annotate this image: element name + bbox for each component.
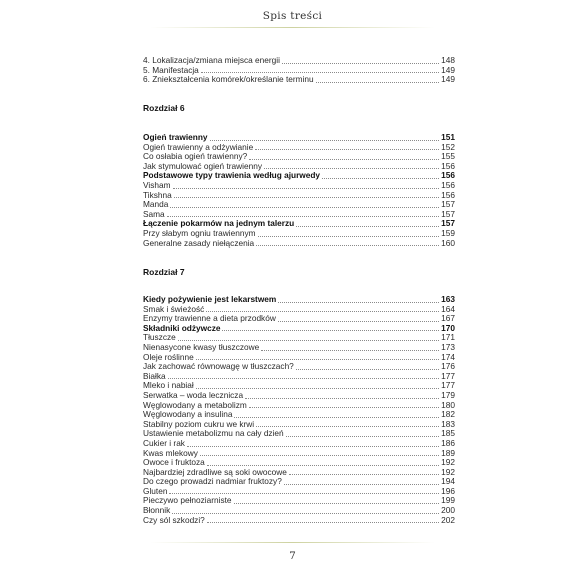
- chapter-heading-7: Rozdział 7: [143, 267, 185, 277]
- dot-leader: [249, 407, 439, 408]
- dot-leader: [278, 321, 439, 322]
- dot-leader: [284, 484, 439, 485]
- toc-entry-page: 182: [441, 409, 455, 420]
- dot-leader: [282, 63, 439, 64]
- dot-leader: [296, 369, 439, 370]
- toc-entry-title: Manda: [143, 199, 169, 210]
- toc-entry-title: Podstawowe typy trawienia według ajurwedy: [143, 170, 321, 181]
- toc-entry-title: Owoce i fruktoza: [143, 457, 205, 468]
- toc-entry-page: 177: [441, 380, 455, 391]
- toc-entry-page: 189: [441, 447, 455, 458]
- toc-intro-list: [143, 56, 455, 85]
- dot-leader: [256, 245, 439, 246]
- dot-leader: [255, 149, 439, 150]
- toc-entry-page: 148: [441, 55, 455, 65]
- dot-leader: [172, 513, 439, 514]
- toc-entry: [143, 191, 455, 201]
- toc-entry-page: 157: [441, 218, 455, 229]
- page-number: 7: [289, 550, 296, 562]
- toc-entry-title: Jak stymulować ogień trawienny: [143, 160, 262, 171]
- toc-entry-title: Pieczywo pełnoziarniste: [143, 495, 232, 506]
- toc-entry-title: Białka: [143, 370, 166, 381]
- dot-leader: [289, 474, 439, 475]
- dot-leader: [170, 207, 439, 208]
- dot-leader: [249, 159, 439, 160]
- toc-entry-page: 174: [441, 351, 455, 362]
- toc-entry-page: 173: [441, 341, 455, 352]
- toc-entry-title: Węglowodany a insulina: [143, 409, 233, 420]
- toc-entry-title: Enzymy trawienne a dieta przodków: [143, 313, 276, 324]
- toc-entry-page: 156: [441, 189, 455, 200]
- toc-entry-title: Smak i świeżość: [143, 303, 205, 314]
- dot-leader: [222, 330, 439, 331]
- toc-entry-page: 155: [441, 151, 455, 162]
- toc-entry-title: Visham: [143, 179, 171, 190]
- chapter-heading-6: Rozdział 6: [143, 103, 185, 113]
- toc-entry-page: 151: [441, 132, 455, 142]
- toc-entry-title: Ogień trawienny a odżywianie: [143, 141, 254, 152]
- dot-leader: [234, 417, 439, 418]
- dot-leader: [169, 493, 439, 494]
- toc-entry-page: 156: [441, 170, 455, 181]
- toc-entry-title: Ustawienie metabolizmu na cały dzień: [143, 428, 284, 439]
- toc-entry-page: 159: [441, 227, 455, 238]
- toc-entry-title: Tłuszcze: [143, 332, 176, 343]
- toc-entry-title: Kiedy pożywienie jest lekarstwem: [143, 294, 277, 304]
- dot-leader: [178, 340, 439, 341]
- dot-leader: [256, 426, 439, 427]
- toc-entry: [143, 429, 455, 439]
- toc-entry-page: 186: [441, 437, 455, 448]
- toc-entry-page: 156: [441, 179, 455, 190]
- toc-entry-page: 164: [441, 303, 455, 314]
- toc-entry-title: Sama: [143, 208, 165, 219]
- toc-entry-title: Generalne zasady niełączenia: [143, 237, 255, 248]
- toc-entry-page: 160: [441, 237, 455, 248]
- dot-leader: [278, 302, 439, 303]
- toc-entry: [143, 362, 455, 372]
- toc-entry-title: Błonnik: [143, 505, 171, 516]
- toc-entry-page: 176: [441, 361, 455, 372]
- toc-entry-title: Składniki odżywcze: [143, 322, 221, 333]
- toc-entry-page: 183: [441, 418, 455, 429]
- toc-entry-title: Przy słabym ogniu trawiennym: [143, 227, 256, 238]
- toc-entry-page: 192: [441, 457, 455, 468]
- dot-leader: [296, 226, 439, 227]
- toc-entry: [143, 75, 455, 85]
- toc-entry: [143, 181, 455, 191]
- toc-entry-title: Oleje roślinne: [143, 351, 194, 362]
- toc-entry: [143, 496, 455, 506]
- toc-entry-page: 156: [441, 160, 455, 171]
- toc-entry-page: 149: [441, 64, 455, 75]
- dot-leader: [258, 236, 440, 237]
- toc-entry-page: 196: [441, 485, 455, 496]
- dot-leader: [322, 178, 439, 179]
- toc-entry: [143, 477, 455, 487]
- toc-entry-title: Kwas mlekowy: [143, 447, 198, 458]
- dot-leader: [286, 436, 440, 437]
- dot-leader: [210, 140, 440, 141]
- toc-entry-title: Czy sól szkodzi?: [143, 514, 205, 525]
- toc-entry-title: Łączenie pokarmów na jednym talerzu: [143, 218, 295, 229]
- toc-entry-page: 171: [441, 332, 455, 343]
- toc-entry-title: Mleko i nabiał: [143, 380, 194, 391]
- dot-leader: [173, 188, 440, 189]
- toc-entry-title: 6. Zniekształcenia komórek/określanie terminu: [143, 74, 314, 85]
- toc-entry-title: 4. Lokalizacja/zmiana miejsca energii: [143, 55, 280, 65]
- toc-entry-page: 167: [441, 313, 455, 324]
- toc-entry-title: Ogień trawienny: [143, 132, 208, 142]
- toc-entry-page: 170: [441, 322, 455, 333]
- toc-entry-page: 180: [441, 399, 455, 410]
- toc-entry-page: 202: [441, 514, 455, 525]
- toc-entry-page: 177: [441, 370, 455, 381]
- toc-entry: [143, 171, 455, 181]
- dot-leader: [196, 359, 439, 360]
- running-header-title: Spis treści: [262, 10, 323, 22]
- dot-leader: [174, 197, 439, 198]
- toc-chapter-7-list: [143, 295, 455, 525]
- toc-entry-page: 200: [441, 505, 455, 516]
- toc-entry: [143, 239, 455, 249]
- toc-entry-title: Co osłabia ogień trawienny?: [143, 151, 248, 162]
- toc-entry-page: 157: [441, 199, 455, 210]
- dot-leader: [196, 388, 439, 389]
- toc-entry-page: 192: [441, 466, 455, 477]
- toc-entry-title: Cukier i rak: [143, 437, 185, 448]
- toc-entry-page: 163: [441, 294, 455, 304]
- toc-chapter-6-list: [143, 133, 455, 248]
- toc-entry-title: Serwatka – woda lecznicza: [143, 389, 244, 400]
- toc-entry-page: 194: [441, 476, 455, 487]
- toc-entry-title: Nienasycone kwasy tłuszczowe: [143, 341, 260, 352]
- toc-entry-page: 157: [441, 208, 455, 219]
- toc-entry-title: 5. Manifestacja: [143, 64, 199, 75]
- toc-entry-title: Gluten: [143, 485, 168, 496]
- dot-leader: [187, 446, 439, 447]
- toc-entry-title: Jak zachować równowagę w tłuszczach?: [143, 361, 294, 372]
- toc-entry: [143, 200, 455, 210]
- toc-entry-title: Najbardziej zdradliwe są soki owocowe: [143, 466, 287, 477]
- toc-entry-page: 199: [441, 495, 455, 506]
- toc-entry-title: Do czego prowadzi nadmiar fruktozy?: [143, 476, 282, 487]
- dot-leader: [200, 455, 439, 456]
- toc-entry-page: 149: [441, 74, 455, 85]
- toc-entry-page: 152: [441, 141, 455, 152]
- dot-leader: [167, 216, 439, 217]
- toc-entry-title: Węglowodany a metabolizm: [143, 399, 247, 410]
- dot-leader: [264, 168, 439, 169]
- dot-leader: [234, 503, 440, 504]
- dot-leader: [201, 72, 439, 73]
- toc-entry: [143, 516, 455, 526]
- toc-entry-title: Tikshna: [143, 189, 172, 200]
- footer-rule: [150, 542, 435, 543]
- dot-leader: [261, 350, 439, 351]
- header-rule: [150, 27, 435, 28]
- dot-leader: [316, 82, 440, 83]
- toc-entry-page: 185: [441, 428, 455, 439]
- dot-leader: [245, 398, 439, 399]
- toc-entry-title: Stabilny poziom cukru we krwi: [143, 418, 255, 429]
- dot-leader: [207, 522, 439, 523]
- toc-entry-page: 179: [441, 389, 455, 400]
- dot-leader: [168, 378, 440, 379]
- dot-leader: [207, 465, 439, 466]
- toc-entry: [143, 324, 455, 334]
- dot-leader: [206, 311, 439, 312]
